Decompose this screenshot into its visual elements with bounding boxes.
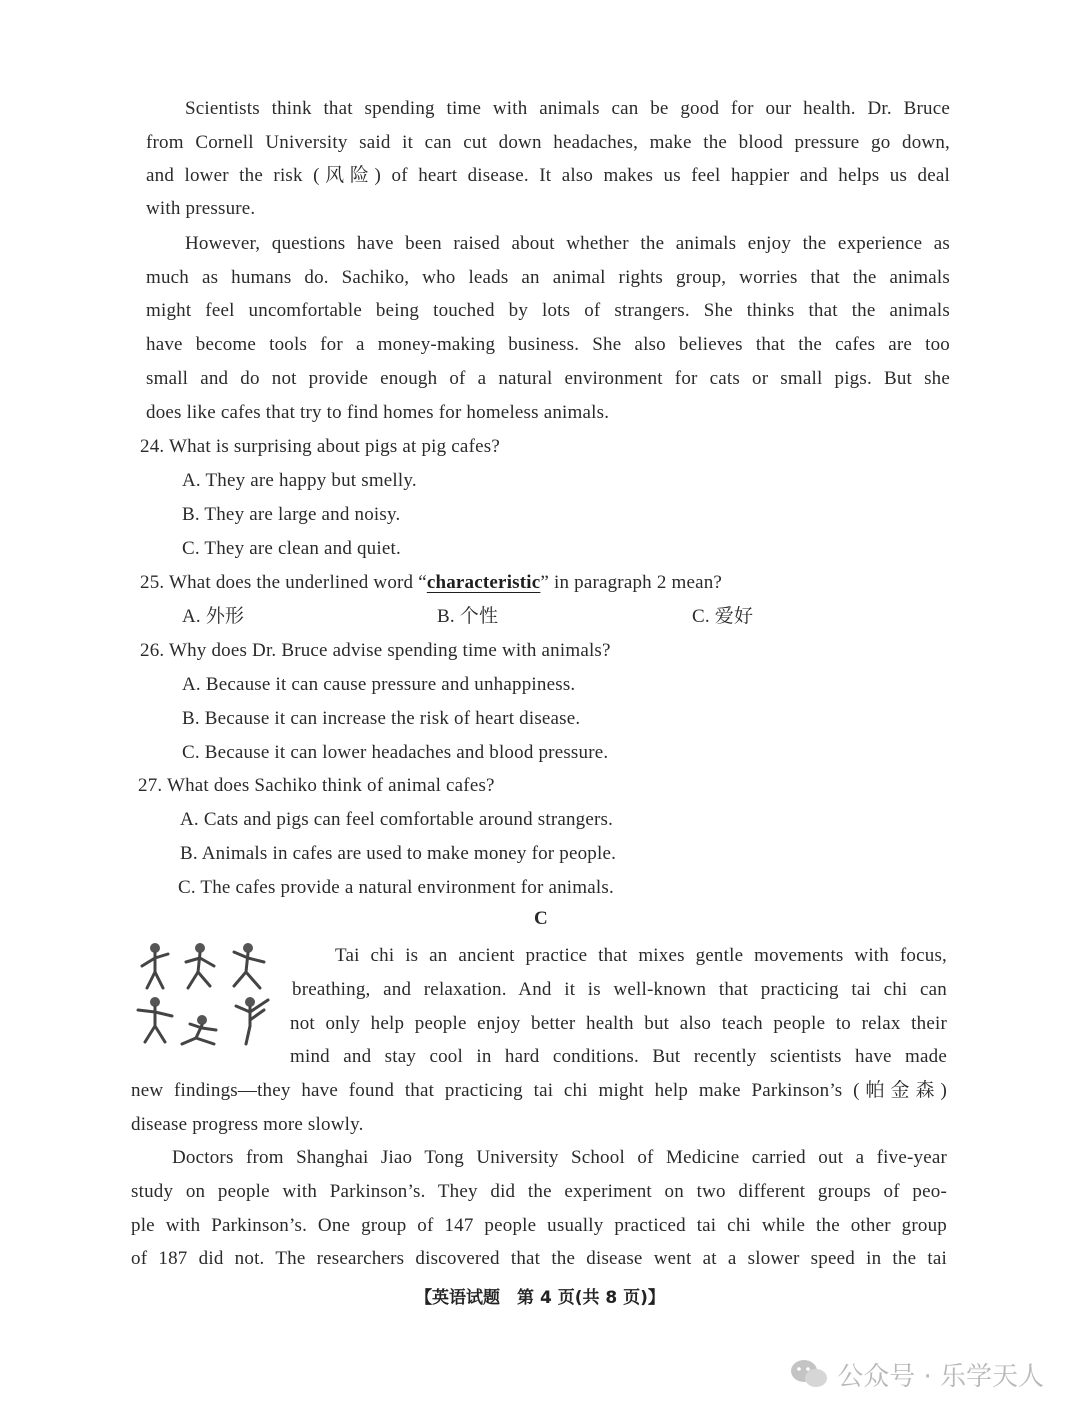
passage-line: disease progress more slowly. [131,1114,364,1135]
page-footer: 【英语试题 第 4 页(共 8 页)】 [415,1288,665,1308]
underlined-word: characteristic [426,572,541,593]
passage-line: Tai chi is an ancient practice that mixes gentle movements with focus, [335,945,947,966]
watermark-text: 公众号 · 乐学天人 [837,1361,1044,1392]
passage-line: have become tools for a money-making business. She also believes that the cafes are too [146,334,950,355]
question-25-option-a: A. 外形 [182,606,245,627]
wechat-official-account-icon [789,1357,829,1391]
question-24-option-a: A. They are happy but smelly. [182,470,417,491]
question-25-stem-after: ” in paragraph 2 mean? [540,572,723,593]
passage-line: much as humans do. Sachiko, who leads an animal rights group, worries that the animals [146,267,950,288]
passage-line: Doctors from Shanghai Jiao Tong University School of Medicine carried out a five-year [172,1147,947,1168]
passage-line: with pressure. [146,198,256,219]
question-27-option-a: A. Cats and pigs can feel comfortable around strangers. [180,809,614,830]
passage-line: small and do not provide enough of a natural environment for cats or small pigs. But she [146,368,950,389]
passage-line: and lower the risk (风险) of heart disease. It also makes us feel happier and helps us deal [146,165,950,186]
question-26-option-b: B. Because it can increase the risk of heart disease. [182,708,581,729]
passage-line: does like cafes that try to find homes for homeless animals. [146,402,610,423]
passage-line: Scientists think that spending time with animals can be good for our health. Dr. Bruce [185,98,950,119]
question-25-stem [140,571,722,595]
question-24-stem: 24. What is surprising about pigs at pig cafes? [140,436,500,457]
watermark [789,1352,1044,1396]
passage-line: might feel uncomfortable being touched by lots of strangers. She thinks that the animals [146,300,950,321]
passage-line: ple with Parkinson’s. One group of 147 people usually practiced tai chi while the other group [131,1215,947,1236]
question-25-option-c: C. 爱好 [692,606,754,627]
passage-line: of 187 did not. The researchers discovered that the disease went at a slower speed in the tai [131,1248,947,1269]
question-24-option-b: B. They are large and noisy. [182,504,401,525]
passage-line: mind and stay cool in hard conditions. But recently scientists have made [290,1046,947,1067]
passage-line: However, questions have been raised about whether the animals enjoy the experience as [185,233,950,254]
question-27-option-b: B. Animals in cafes are used to make money for people. [180,843,617,864]
passage-line: new findings—they have found that practicing tai chi might help make Parkinson’s (帕金森) [131,1080,947,1101]
question-26-option-c: C. Because it can lower headaches and blood pressure. [182,742,609,763]
tai-chi-illustration-image [130,940,280,1050]
passage-line: breathing, and relaxation. And it is well-known that practicing tai chi can [292,979,947,1000]
question-24-option-c: C. They are clean and quiet. [182,538,401,559]
question-25-option-b: B. 个性 [437,606,499,627]
question-27-stem: 27. What does Sachiko think of animal cafes? [138,775,495,796]
passage-line: study on people with Parkinson’s. They did the experiment on two different groups of peo- [131,1181,947,1202]
question-27-option-c: C. The cafes provide a natural environment for animals. [178,877,614,898]
question-25-stem-before: 25. What does the underlined word “ [140,572,427,593]
passage-line: from Cornell University said it can cut down headaches, make the blood pressure go down, [146,132,950,153]
question-26-stem: 26. Why does Dr. Bruce advise spending time with animals? [140,640,611,661]
section-c-heading: C [534,908,548,929]
passage-line: not only help people enjoy better health but also teach people to relax their [290,1013,947,1034]
question-26-option-a: A. Because it can cause pressure and unhappiness. [182,674,576,695]
